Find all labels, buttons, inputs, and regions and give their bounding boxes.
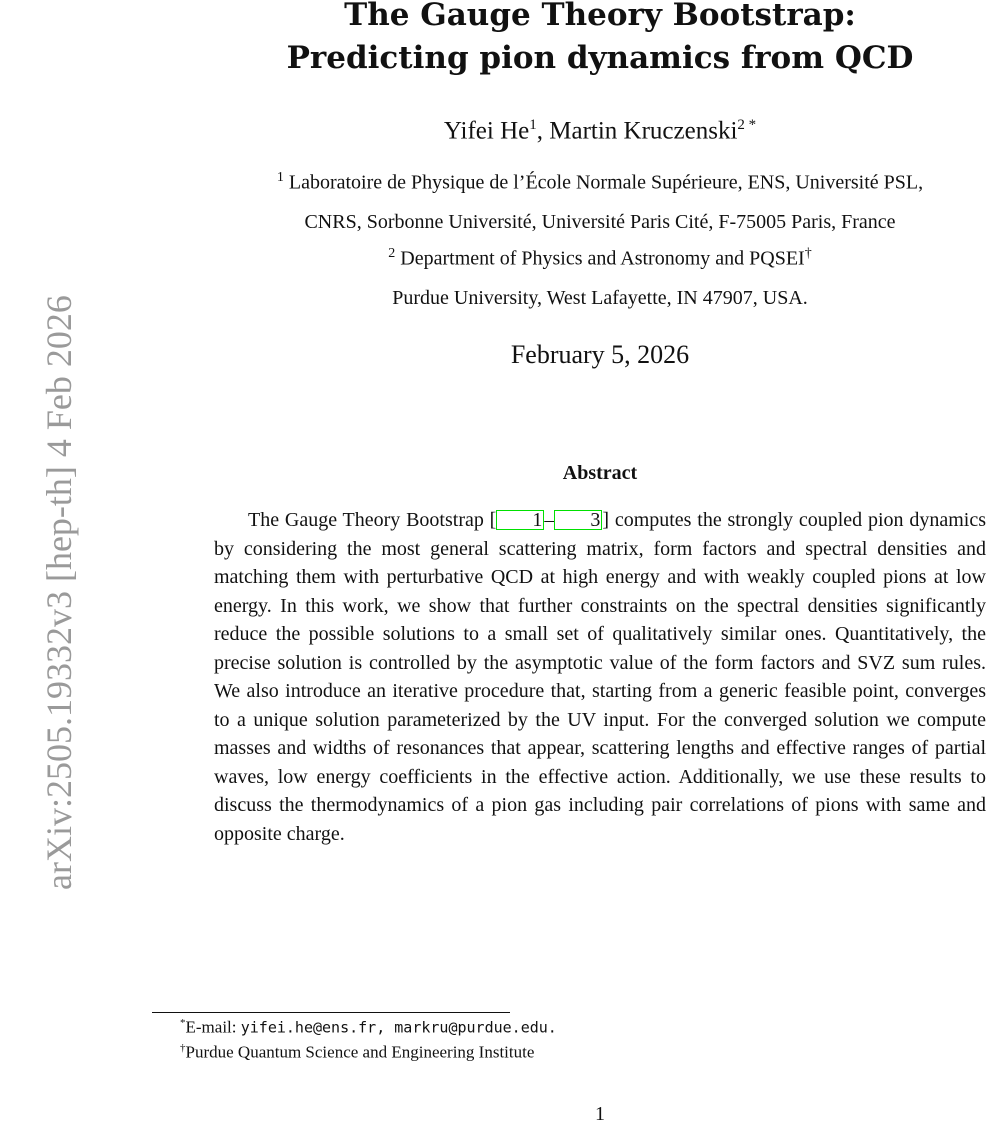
title-line-1: The Gauge Theory Bootstrap: [344,0,856,33]
citation-bracket: ] [602,509,610,531]
citation-group [490,509,609,531]
footnote-marker: * [744,117,757,133]
author-list [200,117,999,145]
citation-bracket: [ [489,509,497,531]
email-addresses: yifei.he@ens.fr, markru@purdue.edu. [240,1018,557,1037]
author-name: Yifei He [443,117,530,145]
paper-date: February 5, 2026 [510,340,690,369]
affiliation-2-line-2: Purdue University, West Lafayette, IN 47907, USA. [392,287,808,309]
footnote-marker: † [804,246,812,261]
citation-dash: – [544,509,555,531]
arxiv-side-stamp [0,178,79,890]
paper-title [200,0,999,80]
citation-link-1[interactable]: 1 [496,510,544,530]
affiliation-1-line-1 [190,170,999,195]
author-name: Martin Kruczenski [549,117,738,145]
abstract-heading: Abstract [562,462,638,484]
affiliation-1-line-2: CNRS, Sorbonne Université, Université Paris Cité, F-75005 Paris, France [304,211,896,233]
footnote-label: E-mail: [185,1017,241,1037]
footnote-marker: † [180,1042,186,1054]
footnote-marker: * [180,1017,186,1029]
affiliation-mark: 1 [529,117,537,133]
page-number: 1 [595,1103,605,1125]
affiliation-text: Department of Physics and Astronomy and PQSEI [395,247,805,270]
abstract-text-start: The Gauge Theory Bootstrap [248,509,490,531]
footnote-rule [152,1012,510,1013]
affiliation-text: Laboratoire de Physique de l’École Normale Supérieure, ENS, Université PSL, [283,171,924,194]
footnote-institute [180,1042,534,1063]
affiliation-2-line-1 [190,246,999,271]
abstract-body [214,506,986,848]
abstract-paragraph [214,506,986,848]
affiliation-mark: 2 [388,246,396,261]
title-line-2: Predicting pion dynamics from QCD [286,40,914,76]
author-separator: , [536,117,550,145]
affiliation-mark: 1 [276,170,284,185]
citation-link-3[interactable]: 3 [554,510,602,530]
footnote-email [180,1017,557,1038]
affiliation-mark: 2 [737,117,745,133]
abstract-text-rest: computes the strongly coupled pion dynamics by considering the most general scattering matrix, form factors and spectral densities and matching them with perturbative QCD at high energy and with weakly coupled pions at low energy. In this work, we show that further constraints on the spectral densities significantly reduce the possible solutions to a small set of qualitatively similar ones. Quantitatively, the precise solution is controlled by the asymptotic value of the form factors and SVZ sum rules. We also introduce an iterative procedure that, starting from a generic feasible point, converges to a unique solution parameterized by the UV input. For the converged solution we compute masses and widths of resonances that appear, scattering lengths and effective ranges of partial waves, low energy coefficients in the effective action. Additionally, we use these results to discuss the thermodynamics of a pion gas including pair correlations of pions with same and opposite charge. [214,509,986,845]
arxiv-identifier: arXiv:2505.19332v3 [hep-th] 4 Feb 2026 [39,295,79,890]
footnote-text: Purdue Quantum Science and Engineering Institute [185,1042,535,1062]
